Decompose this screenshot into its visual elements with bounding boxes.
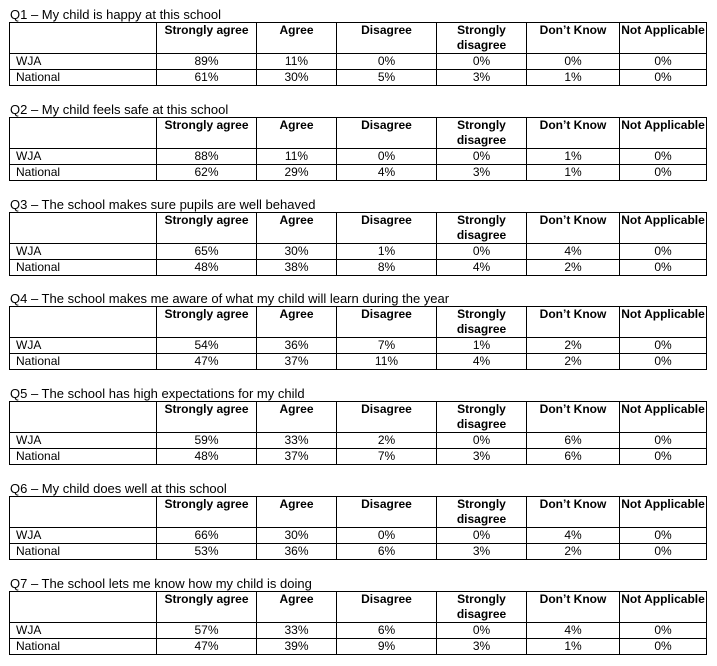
column-header: Agree: [257, 402, 337, 433]
percentage-cell: 0%: [620, 433, 707, 449]
question-title: Q2 – My child feels safe at this school: [10, 102, 229, 117]
row-label: National: [10, 165, 157, 181]
column-header: Strongly disagree: [437, 118, 527, 149]
column-header: Don’t Know: [527, 213, 620, 244]
percentage-cell: 47%: [157, 639, 257, 655]
column-header: Strongly agree: [157, 497, 257, 528]
column-header: Not Applicable: [620, 497, 707, 528]
percentage-cell: 0%: [620, 544, 707, 560]
percentage-cell: 4%: [527, 528, 620, 544]
question-title: Q5 – The school has high expectations for my child: [10, 386, 305, 401]
percentage-cell: 37%: [257, 354, 337, 370]
percentage-cell: 48%: [157, 260, 257, 276]
row-label: WJA: [10, 433, 157, 449]
percentage-cell: 0%: [620, 449, 707, 465]
percentage-cell: 38%: [257, 260, 337, 276]
row-label: National: [10, 639, 157, 655]
table-row: [10, 149, 707, 165]
header-blank-cell: [10, 23, 157, 54]
question-title: Q3 – The school makes sure pupils are well behaved: [10, 197, 316, 212]
column-header: Strongly disagree: [437, 402, 527, 433]
header-blank-cell: [10, 497, 157, 528]
percentage-cell: 36%: [257, 544, 337, 560]
percentage-cell: 5%: [337, 70, 437, 86]
column-header: Disagree: [337, 213, 437, 244]
percentage-cell: 48%: [157, 449, 257, 465]
column-header: Strongly agree: [157, 118, 257, 149]
percentage-cell: 2%: [527, 544, 620, 560]
column-header: Agree: [257, 213, 337, 244]
percentage-cell: 30%: [257, 244, 337, 260]
percentage-cell: 0%: [620, 260, 707, 276]
header-row: [10, 213, 707, 244]
percentage-cell: 4%: [437, 354, 527, 370]
column-header: Agree: [257, 118, 337, 149]
percentage-cell: 0%: [620, 165, 707, 181]
results-table: [9, 117, 707, 181]
column-header: Disagree: [337, 118, 437, 149]
table-row: [10, 244, 707, 260]
percentage-cell: 88%: [157, 149, 257, 165]
column-header: Not Applicable: [620, 307, 707, 338]
percentage-cell: 0%: [527, 54, 620, 70]
percentage-cell: 0%: [337, 54, 437, 70]
column-header: Strongly disagree: [437, 592, 527, 623]
percentage-cell: 59%: [157, 433, 257, 449]
question-title: Q7 – The school lets me know how my child is doing: [10, 576, 312, 591]
column-header: Don’t Know: [527, 402, 620, 433]
table-row: [10, 354, 707, 370]
row-label: WJA: [10, 149, 157, 165]
percentage-cell: 0%: [437, 623, 527, 639]
percentage-cell: 0%: [620, 354, 707, 370]
table-row: [10, 623, 707, 639]
column-header: Strongly disagree: [437, 497, 527, 528]
column-header: Agree: [257, 592, 337, 623]
percentage-cell: 89%: [157, 54, 257, 70]
column-header: Disagree: [337, 592, 437, 623]
percentage-cell: 3%: [437, 449, 527, 465]
column-header: Strongly agree: [157, 592, 257, 623]
table-row: [10, 165, 707, 181]
results-table: [9, 306, 707, 370]
percentage-cell: 29%: [257, 165, 337, 181]
percentage-cell: 0%: [437, 54, 527, 70]
percentage-cell: 37%: [257, 449, 337, 465]
results-table: [9, 496, 707, 560]
row-label: National: [10, 449, 157, 465]
column-header: Disagree: [337, 23, 437, 54]
percentage-cell: 53%: [157, 544, 257, 560]
percentage-cell: 0%: [620, 639, 707, 655]
question-title: Q6 – My child does well at this school: [10, 481, 227, 496]
header-blank-cell: [10, 402, 157, 433]
row-label: WJA: [10, 244, 157, 260]
column-header: Agree: [257, 307, 337, 338]
question-title: Q1 – My child is happy at this school: [10, 7, 221, 22]
percentage-cell: 3%: [437, 639, 527, 655]
table-row: [10, 54, 707, 70]
table-row: [10, 260, 707, 276]
percentage-cell: 0%: [620, 623, 707, 639]
percentage-cell: 6%: [337, 623, 437, 639]
column-header: Strongly agree: [157, 23, 257, 54]
percentage-cell: 11%: [337, 354, 437, 370]
percentage-cell: 11%: [257, 149, 337, 165]
percentage-cell: 0%: [620, 244, 707, 260]
percentage-cell: 3%: [437, 70, 527, 86]
percentage-cell: 4%: [527, 244, 620, 260]
percentage-cell: 61%: [157, 70, 257, 86]
percentage-cell: 1%: [437, 338, 527, 354]
row-label: WJA: [10, 528, 157, 544]
percentage-cell: 0%: [620, 54, 707, 70]
percentage-cell: 1%: [527, 165, 620, 181]
percentage-cell: 4%: [527, 623, 620, 639]
percentage-cell: 0%: [437, 244, 527, 260]
percentage-cell: 0%: [620, 70, 707, 86]
percentage-cell: 2%: [527, 260, 620, 276]
row-label: National: [10, 354, 157, 370]
table-row: [10, 338, 707, 354]
percentage-cell: 3%: [437, 544, 527, 560]
column-header: Agree: [257, 23, 337, 54]
column-header: Disagree: [337, 402, 437, 433]
row-label: National: [10, 260, 157, 276]
column-header: Strongly agree: [157, 402, 257, 433]
header-row: [10, 402, 707, 433]
table-row: [10, 544, 707, 560]
table-row: [10, 433, 707, 449]
header-row: [10, 307, 707, 338]
percentage-cell: 2%: [337, 433, 437, 449]
row-label: WJA: [10, 54, 157, 70]
percentage-cell: 9%: [337, 639, 437, 655]
table-row: [10, 528, 707, 544]
column-header: Strongly disagree: [437, 213, 527, 244]
table-row: [10, 70, 707, 86]
column-header: Don’t Know: [527, 23, 620, 54]
header-row: [10, 23, 707, 54]
percentage-cell: 6%: [527, 433, 620, 449]
percentage-cell: 4%: [437, 260, 527, 276]
percentage-cell: 3%: [437, 165, 527, 181]
header-blank-cell: [10, 592, 157, 623]
percentage-cell: 1%: [527, 70, 620, 86]
column-header: Don’t Know: [527, 307, 620, 338]
column-header: Don’t Know: [527, 497, 620, 528]
percentage-cell: 1%: [527, 149, 620, 165]
header-blank-cell: [10, 213, 157, 244]
column-header: Not Applicable: [620, 23, 707, 54]
percentage-cell: 57%: [157, 623, 257, 639]
header-row: [10, 118, 707, 149]
percentage-cell: 0%: [437, 149, 527, 165]
percentage-cell: 0%: [620, 528, 707, 544]
column-header: Not Applicable: [620, 213, 707, 244]
column-header: Not Applicable: [620, 118, 707, 149]
percentage-cell: 33%: [257, 433, 337, 449]
percentage-cell: 2%: [527, 338, 620, 354]
percentage-cell: 6%: [337, 544, 437, 560]
percentage-cell: 7%: [337, 338, 437, 354]
results-table: [9, 591, 707, 655]
percentage-cell: 65%: [157, 244, 257, 260]
column-header: Disagree: [337, 307, 437, 338]
header-blank-cell: [10, 307, 157, 338]
table-row: [10, 449, 707, 465]
percentage-cell: 36%: [257, 338, 337, 354]
row-label: WJA: [10, 623, 157, 639]
column-header: Agree: [257, 497, 337, 528]
question-title: Q4 – The school makes me aware of what my child will learn during the year: [10, 291, 450, 306]
percentage-cell: 0%: [620, 338, 707, 354]
percentage-cell: 54%: [157, 338, 257, 354]
percentage-cell: 4%: [337, 165, 437, 181]
percentage-cell: 47%: [157, 354, 257, 370]
row-label: WJA: [10, 338, 157, 354]
percentage-cell: 66%: [157, 528, 257, 544]
column-header: Strongly disagree: [437, 23, 527, 54]
percentage-cell: 1%: [527, 639, 620, 655]
percentage-cell: 0%: [337, 528, 437, 544]
percentage-cell: 33%: [257, 623, 337, 639]
results-table: [9, 22, 707, 86]
percentage-cell: 0%: [337, 149, 437, 165]
column-header: Don’t Know: [527, 118, 620, 149]
header-row: [10, 497, 707, 528]
percentage-cell: 0%: [437, 528, 527, 544]
column-header: Strongly agree: [157, 213, 257, 244]
percentage-cell: 1%: [337, 244, 437, 260]
percentage-cell: 7%: [337, 449, 437, 465]
column-header: Not Applicable: [620, 592, 707, 623]
column-header: Not Applicable: [620, 402, 707, 433]
row-label: National: [10, 544, 157, 560]
column-header: Don’t Know: [527, 592, 620, 623]
percentage-cell: 2%: [527, 354, 620, 370]
column-header: Disagree: [337, 497, 437, 528]
percentage-cell: 6%: [527, 449, 620, 465]
percentage-cell: 39%: [257, 639, 337, 655]
header-row: [10, 592, 707, 623]
percentage-cell: 30%: [257, 70, 337, 86]
table-row: [10, 639, 707, 655]
column-header: Strongly agree: [157, 307, 257, 338]
header-blank-cell: [10, 118, 157, 149]
percentage-cell: 0%: [620, 149, 707, 165]
column-header: Strongly disagree: [437, 307, 527, 338]
percentage-cell: 11%: [257, 54, 337, 70]
percentage-cell: 30%: [257, 528, 337, 544]
results-table: [9, 401, 707, 465]
percentage-cell: 8%: [337, 260, 437, 276]
results-table: [9, 212, 707, 276]
percentage-cell: 62%: [157, 165, 257, 181]
row-label: National: [10, 70, 157, 86]
percentage-cell: 0%: [437, 433, 527, 449]
